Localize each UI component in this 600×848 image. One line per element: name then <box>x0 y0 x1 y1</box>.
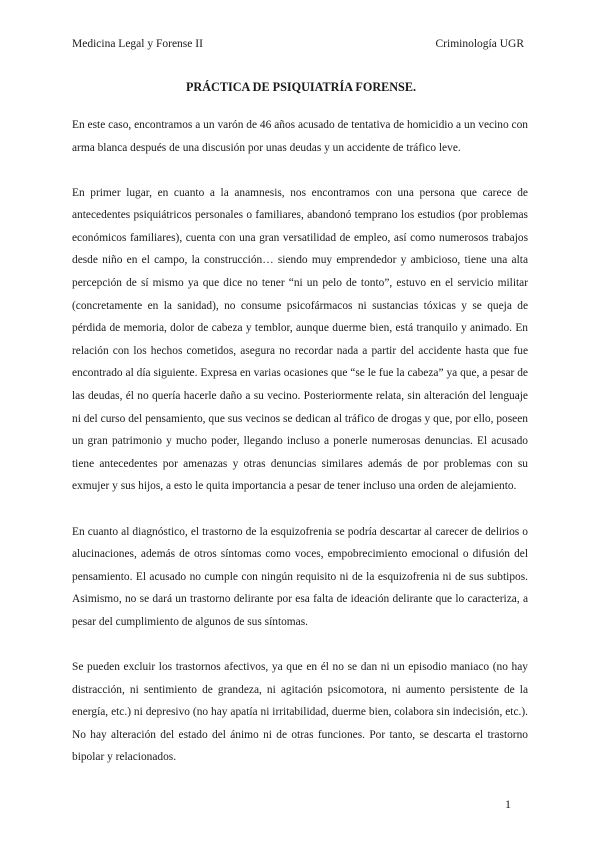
paragraph-intro: En este caso, encontramos a un varón de 46 años acusado de tentativa de homicidio a un vecino con arma blanca después de una discusión por unas deudas y un accidente de tráfico leve. <box>72 119 528 154</box>
header-course: Medicina Legal y Forense II <box>72 38 203 50</box>
paragraph-affective-disorders: Se pueden excluir los trastornos afectivos, ya que en él no se dan ni un episodio maniaco (no hay distracción, ni sentimiento de grandeza, ni agitación psicomotora, ni aumento persistente de la energía, etc.) ni depresivo (no hay apatía ni irritabilidad, duerme bien, colabora sin indecisión, etc.). No hay alteración del estado del ánimo ni de otras funciones. Por tanto, se descarta el trastorno bipolar y relacionados. <box>72 660 528 764</box>
document-title: PRÁCTICA DE PSIQUIATRÍA FORENSE. <box>185 80 417 94</box>
paragraph-anamnesis: En primer lugar, en cuanto a la anamnesis, nos encontramos con una persona que carece de antecedentes psiquiátricos personales o familiares, abandonó temprano los estudios (por problemas económicos familiares), cuenta con una gran versatilidad de empleo, así como numerosos trabajos desde niño en el campo, la construcción… siendo muy emprendedor y ambicioso, tiene una alta percepción de sí mismo ya que dice no tener “ni un pelo de tonto”, estuvo en el servicio militar (concretamente en la sanidad), no consume psicofármacos ni sustancias tóxicas y se queja de pérdida de memoria, dolor de cabeza y temblor, aunque duerme bien, está tranquilo y animado. En relación con los hechos cometidos, asegura no recordar nada a partir del accidente hasta que fue encontrado al día siguiente. Expresa en varias ocasiones que “se le fue la cabeza” ya que, a pesar de las deudas, él no quería hacerle daño a su vecino. Posteriormente relata, sin alteración del lenguaje ni del curso del pensamiento, que sus vecinos se dedican al tráfico de drogas y que, por ello, poseen un gran patrimonio y mucho poder, llegando incluso a ponerle numerosas denuncias. El acusado tiene antecedentes por amenazas y otras denuncias similares además de por problemas con su exmujer y sus hijos, a esto le quita importancia a pesar de tener incluso una orden de alejamiento. <box>72 186 528 493</box>
header-degree: Criminología UGR <box>435 38 524 50</box>
paragraph-diagnosis: En cuanto al diagnóstico, el trastorno de la esquizofrenia se podría descartar al carecer de delirios o alucinaciones, además de otros síntomas como voces, empobrecimiento emocional o difusión del pensamiento. El acusado no cumple con ningún requisito ni de la esquizofrenia ni de sus subtipos. Asimismo, no se dará un trastorno delirante por esa falta de ideación delirante que lo caracteriza, a pesar del cumplimiento de algunos de sus síntomas. <box>72 525 528 628</box>
page-number: 1 <box>505 797 511 811</box>
document-body <box>72 114 528 791</box>
